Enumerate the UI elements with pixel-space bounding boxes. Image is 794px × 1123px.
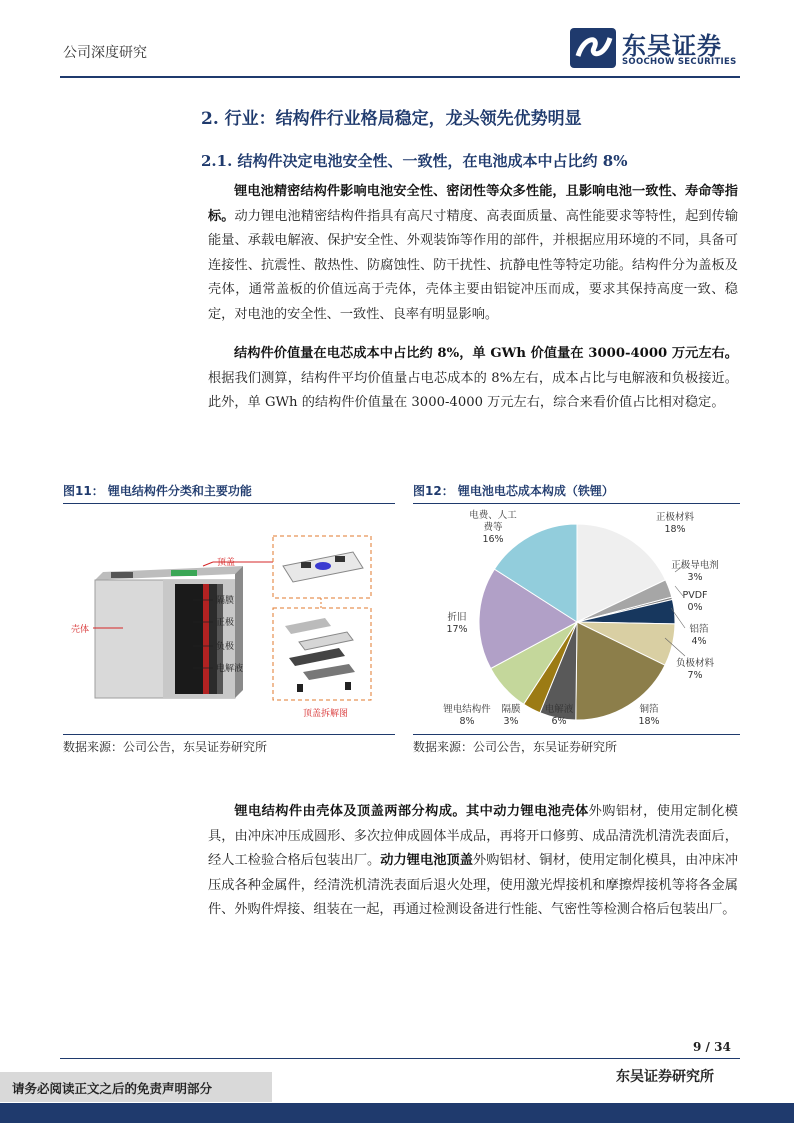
- label-negative: 负极: [216, 642, 235, 652]
- brand-name-cn: 东吴证券: [622, 32, 722, 60]
- paragraph-body-2: 外购铝材、铜材，使用定制化模具，由冲床冲压成各种金属件，经清洗机清洗表面后退火处理，使用激光焊接机和摩擦焊接机等将各金属件、外购件焊接、组装在一起，再通过检测设备进行性能、气密性等检测合格后包装出厂。: [208, 853, 739, 917]
- paragraph-body: 动力锂电池精密结构件指具有高尺寸精度、高表面质量、高性能要求等特性，起到传输能量、承载电解液、保护安全性、外观装饰等作用的部件，并根据应用环境的不同，具备可连接性、抗震性、散热性、防腐蚀性、防干扰性、抗静电性等特定功能。结构件分为盖板及壳体，通常盖板的价值远高于壳体，壳体主要由铝锭冲压而成，要求其保持高度一致、稳定，对电池的安全性、一致性、良率有明显影响。: [208, 208, 739, 322]
- figure11-title: 图11： 锂电结构件分类和主要功能: [63, 484, 252, 498]
- paragraph-lead-2: 动力锂电池顶盖: [380, 853, 474, 868]
- pie-label-8: 锂电结构件 8%: [443, 704, 491, 727]
- pie-label-0: 正极材料 18%: [655, 512, 695, 535]
- header-divider: [60, 76, 740, 78]
- pie-label-3: 铝箔 4%: [689, 624, 709, 647]
- figure11-source: 数据来源：公司公告，东吴证券研究所: [63, 740, 268, 754]
- paragraph-body: 外购铝材，使用定制化模具，由冲床冲压成圆形、多次拉伸成圆体半成品，再将开口修剪、成品清洗机清洗表面后，经人工检验合格后包装出厂。: [208, 804, 738, 868]
- brand-name-en: SOOCHOW SECURITIES: [622, 57, 737, 67]
- label-electrolyte: 电解液: [216, 664, 244, 674]
- label-separator: 隔膜: [216, 596, 235, 606]
- footer-color-strip: [0, 1103, 794, 1123]
- pie-label-10: 电费、人工费等 16%: [469, 510, 517, 545]
- pie-label-5: 铜箔 18%: [638, 704, 660, 727]
- pie-label-2: PVDF 0%: [682, 590, 708, 613]
- figure12-top-rule: [413, 503, 740, 504]
- label-shell: 壳体: [71, 625, 90, 635]
- section-heading: 2. 行业：结构件行业格局稳定，龙头领先优势明显: [201, 109, 582, 129]
- pie-label-9: 折旧 17%: [446, 612, 468, 635]
- pie-label-1: 正极导电剂 3%: [671, 560, 719, 583]
- pie-label-7: 隔膜 3%: [501, 704, 521, 727]
- figure11-bottom-rule: [63, 734, 395, 735]
- figure12-pie-chart: [413, 506, 743, 732]
- pie-label-6: 电解液 6%: [544, 704, 574, 727]
- paragraph-lead: 结构件价值量在电芯成本中占比约 8%，单 GWh 价值量在 3000-4000 万元左右。: [234, 346, 738, 361]
- page-number: 9 / 34: [693, 1040, 731, 1054]
- label-positive: 正极: [216, 618, 235, 628]
- footer-brand: 东吴证券研究所: [616, 1069, 714, 1085]
- paragraph-structure-intro: [208, 180, 738, 327]
- header-section-label: 公司深度研究: [63, 45, 147, 61]
- paragraph-lead: 锂电结构件由壳体及顶盖两部分构成。其中动力锂电池壳体: [234, 804, 589, 819]
- label-exploded-view: 顶盖拆解图: [303, 709, 349, 719]
- figure12-bottom-rule: [413, 734, 740, 735]
- figure12-title: 图12： 锂电池电芯成本构成（铁锂）: [413, 484, 614, 498]
- label-top-cover: 顶盖: [217, 558, 236, 568]
- subsection-heading: 2.1. 结构件决定电池安全性、一致性，在电池成本中占比约 8%: [201, 152, 628, 170]
- paragraph-body: 根据我们测算，结构件平均价值量占电芯成本的 8%左右，成本占比与电解液和负极接近。此外，单 GWh 的结构件价值量在 3000-4000 万元左右，综合来看价值占比相对稳定。: [208, 370, 738, 410]
- disclaimer-text: 请务必阅读正文之后的免责声明部分: [12, 1081, 213, 1096]
- paragraph-value-share: [208, 342, 738, 416]
- paragraph-lead: 锂电池精密结构件影响电池安全性、密闭性等众多性能，且影响电池一致性、寿命等指标。: [208, 184, 738, 224]
- figure11-battery-diagram: [63, 506, 395, 732]
- paragraph-structure-composition: [208, 800, 738, 923]
- footer-divider: [60, 1058, 740, 1059]
- figure11-top-rule: [63, 503, 395, 504]
- pie-label-4: 负极材料 7%: [675, 658, 715, 681]
- figure12-source: 数据来源：公司公告，东吴证券研究所: [413, 740, 618, 754]
